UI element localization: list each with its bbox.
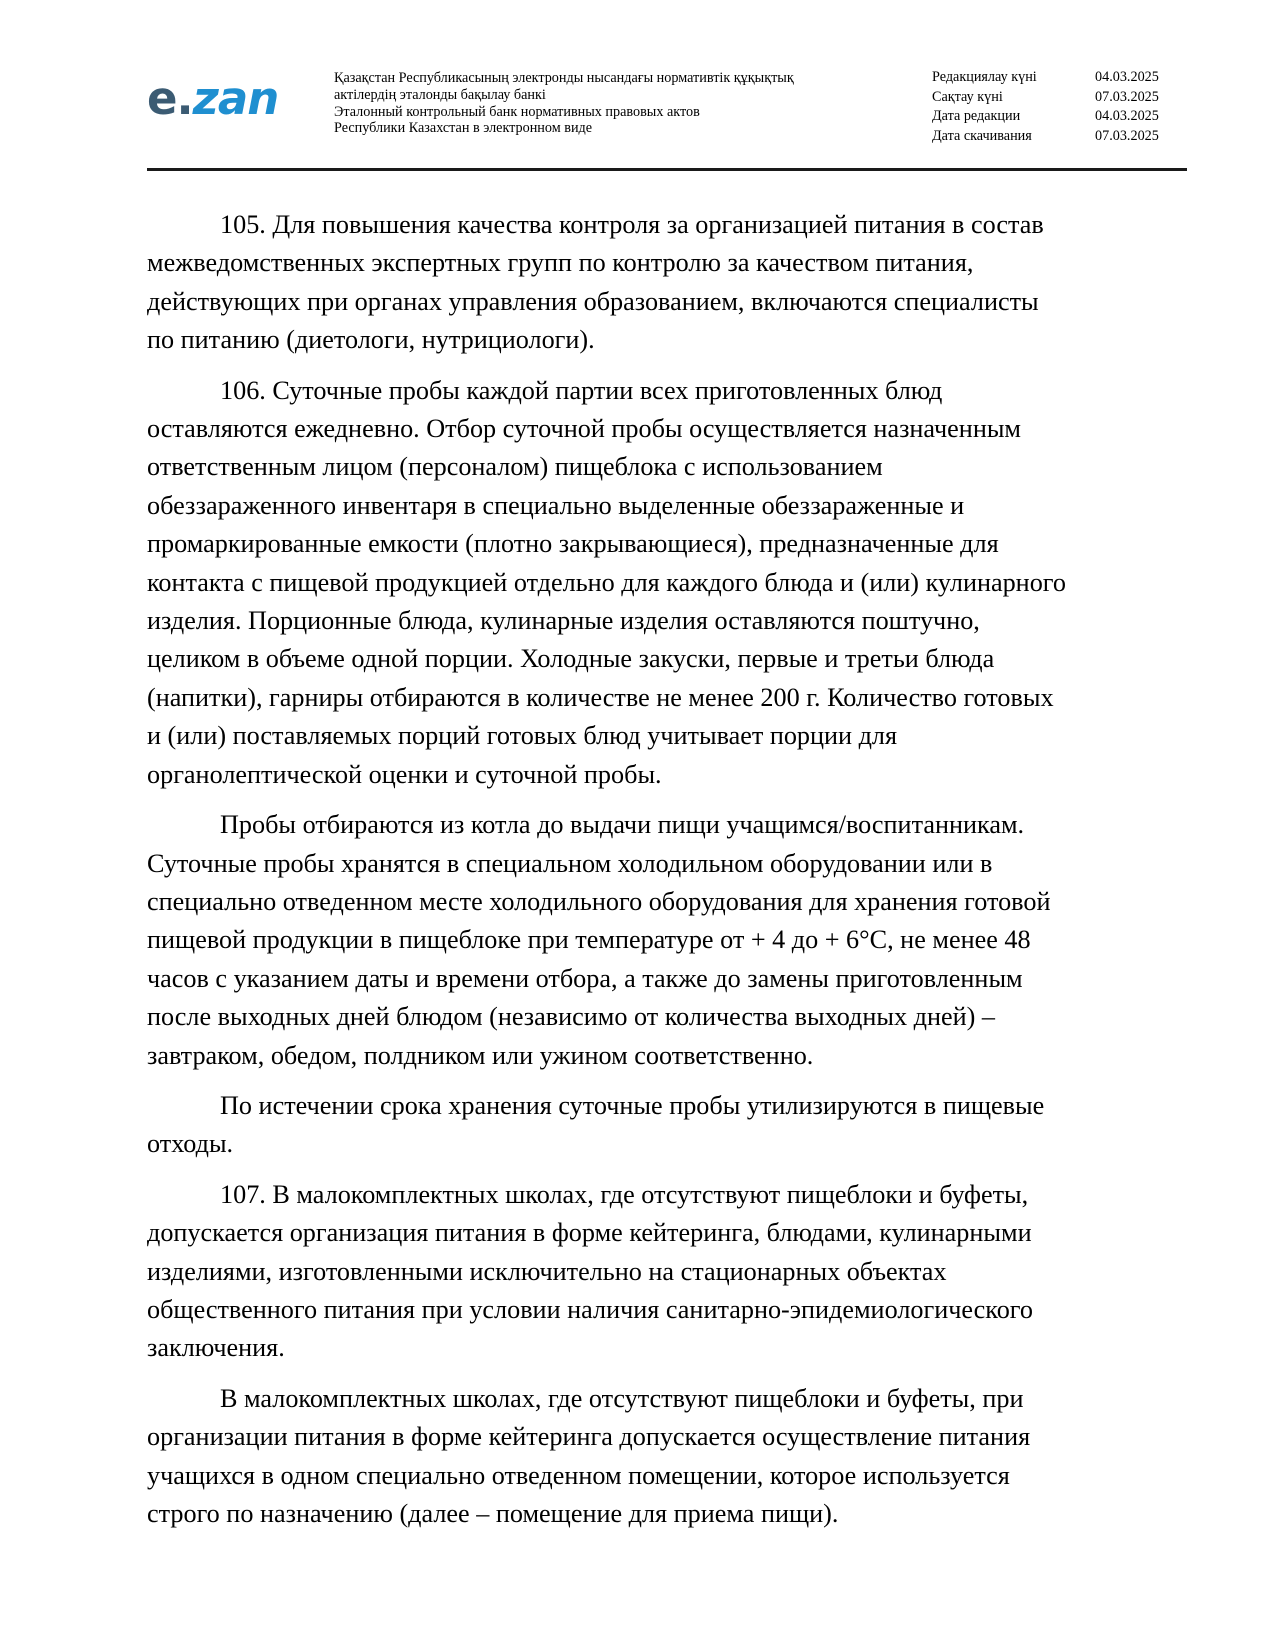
text-line: По истечении срока хранения суточные пробы утилизируются в пищевые [220, 1090, 1045, 1120]
paragraph-samples-storage [147, 806, 1187, 1075]
meta-row-download-date-ru [932, 127, 1192, 147]
text-line: специально отведенном месте холодильного оборудования для хранения готовой [147, 886, 1051, 916]
paragraph-samples-disposal [147, 1087, 1187, 1164]
text-line: строго по назначению (далее – помещение для приема пищи). [147, 1499, 839, 1528]
text-line: изделия. Порционные блюда, кулинарные изделия оставляются поштучно, [147, 606, 980, 636]
text-line: органолептической оценки и суточной пробы. [147, 759, 662, 789]
paragraph-catering-room [147, 1380, 1187, 1534]
text-line: допускается организация питания в форме кейтеринга, блюдами, кулинарными [147, 1218, 1032, 1248]
text-line: общественного питания при условии наличия санитарно-эпидемиологического [147, 1294, 1033, 1324]
meta-value: 04.03.2025 [1095, 108, 1159, 124]
paragraph-106 [147, 372, 1187, 794]
meta-value: 04.03.2025 [1095, 69, 1159, 85]
bank-title-line: актілердің эталонды бақылау банкі [334, 86, 546, 103]
paragraph-105 [147, 206, 1187, 360]
text-line: Пробы отбираются из котла до выдачи пищи учащимся/воспитанникам. [220, 810, 1025, 840]
meta-row-edit-date-ru [932, 107, 1192, 127]
meta-row-save-date-kz [932, 88, 1192, 108]
text-line: учащихся в одном специально отведенном помещении, которое используется [147, 1460, 1010, 1490]
meta-label: Дата редакции [932, 108, 1021, 124]
text-line: промаркированные емкости (плотно закрывающиеся), предназначенные для [147, 529, 999, 559]
text-line: организации питания в форме кейтеринга допускается осуществление питания [147, 1422, 1031, 1452]
text-line: В малокомплектных школах, где отсутствуют пищеблоки и буфеты, при [220, 1383, 1024, 1413]
text-line: после выходных дней блюдом (независимо от количества выходных дней) – [147, 1002, 995, 1032]
bank-title-line: Республики Казахстан в электронном виде [334, 120, 593, 137]
text-line: контакта с пищевой продукцией отдельно для каждого блюда и (или) кулинарного [147, 567, 1066, 597]
text-line: Суточные пробы хранятся в специальном холодильном оборудовании или в [147, 848, 993, 878]
text-line: по питанию (диетологи, нутрициологи). [147, 325, 595, 355]
meta-label: Редакциялау күні [932, 69, 1037, 85]
document-dates [932, 68, 1192, 146]
bank-title-line: Қазақстан Республикасының электронды нысандағы нормативтік құқықтық [334, 70, 794, 86]
bank-title-line: Эталонный контрольный банк нормативных правовых актов [334, 103, 700, 120]
meta-value: 07.03.2025 [1095, 127, 1159, 144]
text-line: ответственным лицом (персоналом) пищеблока с использованием [147, 452, 883, 482]
bank-title [334, 70, 894, 137]
meta-label: Дата скачивания [932, 127, 1032, 144]
text-line: завтраком, обедом, полдником или ужином соответственно. [147, 1040, 814, 1070]
text-line: часов с указанием даты и времени отбора, а также до замены приготовленным [147, 963, 1023, 993]
document-header [147, 62, 1187, 172]
paragraph-107 [147, 1176, 1187, 1368]
text-line: изделиями, изготовленными исключительно на стационарных объектах [147, 1256, 947, 1286]
meta-row-edit-date-kz [932, 68, 1192, 88]
text-line: межведомственных экспертных групп по контролю за качеством питания, [147, 248, 974, 278]
header-divider [147, 168, 1187, 171]
text-line: пищевой продукции в пищеблоке при температуре от + 4 до + 6°С, не менее 48 [147, 925, 1031, 955]
text-line: заключения. [147, 1333, 285, 1363]
text-line: 107. В малокомплектных школах, где отсутствуют пищеблоки и буфеты, [220, 1179, 1029, 1209]
text-line: обеззараженного инвентаря в специально выделенные обеззараженные и [147, 490, 965, 520]
document-body [147, 206, 1187, 1545]
text-line: 106. Суточные пробы каждой партии всех приготовленных блюд [220, 375, 943, 405]
text-line: отходы. [147, 1129, 234, 1159]
text-line: действующих при органах управления образованием, включаются специалисты [147, 286, 1039, 316]
text-line: целиком в объеме одной порции. Холодные закуски, первые и третьи блюда [147, 644, 995, 674]
ezan-logo: e.zan [147, 72, 279, 125]
meta-label: Сақтау күні [932, 88, 1003, 105]
text-line: и (или) поставляемых порций готовых блюд учитывает порции для [147, 721, 898, 751]
text-line: (напитки), гарниры отбираются в количестве не менее 200 г. Количество готовых [147, 682, 1054, 712]
text-line: оставляются ежедневно. Отбор суточной пробы осуществляется назначенным [147, 414, 1021, 444]
text-line: 105. Для повышения качества контроля за организацией питания в состав [220, 210, 1044, 239]
meta-value: 07.03.2025 [1095, 88, 1159, 105]
